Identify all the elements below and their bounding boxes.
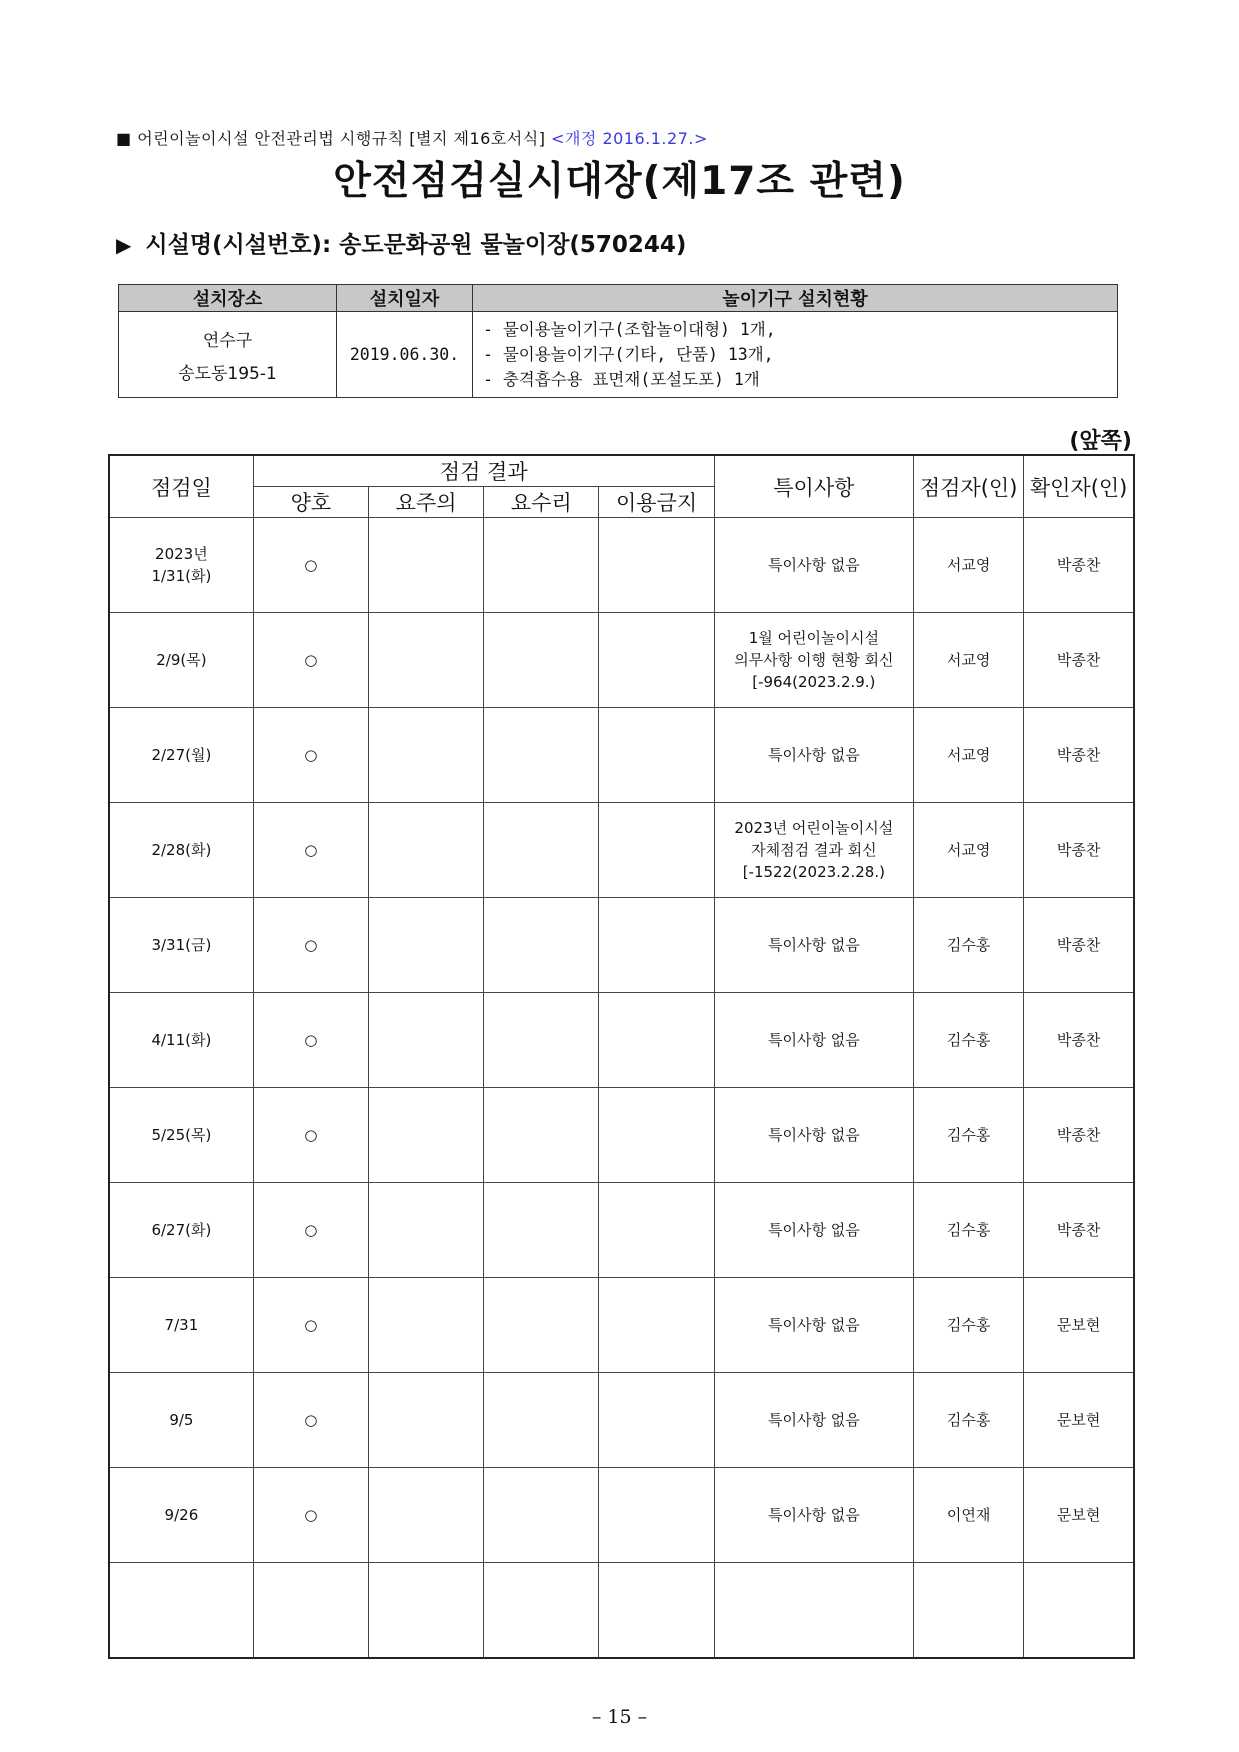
note-line: 특이사항 없음	[767, 1126, 860, 1144]
banned-mark	[599, 613, 714, 708]
banned-header: 이용금지	[599, 487, 714, 518]
note-line: 특이사항 없음	[767, 746, 860, 764]
confirmer-name: 문보현	[1024, 1278, 1134, 1373]
caution-mark	[369, 803, 484, 898]
table-row	[109, 1563, 1134, 1659]
inspector-header: 점검자(인)	[914, 455, 1024, 518]
notes-cell	[714, 803, 913, 898]
note-line: 특이사항 없음	[767, 1031, 860, 1049]
repair-mark	[484, 898, 599, 993]
inspection-date	[109, 1278, 253, 1373]
banned-mark	[599, 708, 714, 803]
good-mark: ○	[253, 1278, 368, 1373]
note-line: [-964(2023.2.9.)	[752, 673, 876, 691]
banned-mark	[599, 1183, 714, 1278]
repair-mark	[484, 518, 599, 613]
caution-mark	[369, 1278, 484, 1373]
confirmer-name: 박종찬	[1024, 613, 1134, 708]
inspector-name: 서교영	[914, 613, 1024, 708]
date-line: 2023년	[155, 545, 208, 563]
date-line: 9/26	[164, 1506, 199, 1524]
equipment-status-header: 놀이기구 설치현황	[473, 285, 1118, 312]
equipment-item: - 물이용놀이기구(조합놀이대형) 1개,	[483, 320, 776, 339]
date-line: 9/5	[169, 1411, 194, 1429]
note-line: 자체점검 결과 회신	[751, 841, 877, 859]
inspection-date	[109, 993, 253, 1088]
install-date-header: 설치일자	[337, 285, 473, 312]
inspection-date	[109, 1183, 253, 1278]
inspection-table	[108, 454, 1135, 1659]
banned-mark	[599, 1088, 714, 1183]
page-number: – 15 –	[591, 1706, 648, 1728]
inspector-name: 서교영	[914, 803, 1024, 898]
caution-mark	[369, 898, 484, 993]
banned-mark	[599, 1278, 714, 1373]
table-row	[109, 898, 1134, 993]
notes-cell	[714, 613, 913, 708]
note-line: 1월 어린이놀이시설	[748, 629, 879, 647]
inspection-date	[109, 1088, 253, 1183]
note-line: [-1522(2023.2.28.)	[742, 863, 885, 881]
date-line: 2/27(월)	[151, 746, 212, 764]
notes-cell	[714, 993, 913, 1088]
note-line: 특이사항 없음	[767, 556, 860, 574]
repair-header: 요수리	[484, 487, 599, 518]
inspector-name	[914, 1563, 1024, 1659]
date-line: 1/31(화)	[151, 567, 212, 585]
good-mark: ○	[253, 1373, 368, 1468]
notes-cell	[714, 1563, 913, 1659]
banned-mark	[599, 1468, 714, 1563]
table-row	[109, 518, 1134, 613]
notes-cell	[714, 708, 913, 803]
caution-mark	[369, 993, 484, 1088]
location-line: 연수구	[202, 330, 253, 351]
banned-mark	[599, 898, 714, 993]
good-mark: ○	[253, 993, 368, 1088]
note-line: 특이사항 없음	[767, 1506, 860, 1524]
caution-mark	[369, 1183, 484, 1278]
notes-cell	[714, 1088, 913, 1183]
confirmer-name: 박종찬	[1024, 708, 1134, 803]
document-title: 안전점검실시대장(제17조 관련)	[333, 159, 906, 204]
confirmer-header: 확인자(인)	[1024, 455, 1134, 518]
inspection-date	[109, 1373, 253, 1468]
good-header: 양호	[253, 487, 368, 518]
confirmer-name: 박종찬	[1024, 518, 1134, 613]
caution-mark	[369, 518, 484, 613]
confirmer-name: 문보현	[1024, 1468, 1134, 1563]
good-mark: ○	[253, 708, 368, 803]
good-mark: ○	[253, 1468, 368, 1563]
repair-mark	[484, 1563, 599, 1659]
equipment-list	[473, 312, 1118, 398]
notes-header: 특이사항	[714, 455, 913, 518]
caution-mark	[369, 1373, 484, 1468]
good-mark: ○	[253, 1088, 368, 1183]
inspection-date	[109, 803, 253, 898]
inspector-name: 이연재	[914, 1468, 1024, 1563]
inspection-date	[109, 613, 253, 708]
note-line: 특이사항 없음	[767, 1411, 860, 1429]
banned-mark	[599, 1563, 714, 1659]
repair-mark	[484, 1183, 599, 1278]
caution-mark	[369, 1563, 484, 1659]
date-line: 2/9(목)	[156, 651, 207, 669]
date-line: 7/31	[164, 1316, 199, 1334]
caution-header: 요주의	[369, 487, 484, 518]
location-line: 송도동195-1	[178, 363, 277, 384]
date-line: 2/28(화)	[151, 841, 212, 859]
good-mark: ○	[253, 803, 368, 898]
note-line: 특이사항 없음	[767, 1221, 860, 1239]
caution-mark	[369, 708, 484, 803]
triangle-marker-icon: ▶	[116, 233, 132, 257]
date-line: 4/11(화)	[151, 1031, 212, 1049]
install-location	[119, 312, 337, 398]
inspector-name: 김수홍	[914, 1183, 1024, 1278]
notes-cell	[714, 518, 913, 613]
repair-mark	[484, 993, 599, 1088]
inspection-date	[109, 898, 253, 993]
notes-cell	[714, 1278, 913, 1373]
banned-mark	[599, 1373, 714, 1468]
confirmer-name: 박종찬	[1024, 898, 1134, 993]
equipment-item: - 물이용놀이기구(기타, 단품) 13개,	[483, 345, 774, 364]
install-location-header: 설치장소	[119, 285, 337, 312]
date-line: 6/27(화)	[151, 1221, 212, 1239]
equipment-item: - 충격흡수용 표면재(포설도포) 1개	[483, 370, 760, 389]
confirmer-name: 박종찬	[1024, 993, 1134, 1088]
revision-note: <개정 2016.1.27.>	[551, 129, 708, 148]
inspector-name: 김수홍	[914, 1373, 1024, 1468]
confirmer-name	[1024, 1563, 1134, 1659]
inspector-name: 서교영	[914, 708, 1024, 803]
inspection-date	[109, 708, 253, 803]
inspection-date	[109, 1563, 253, 1659]
good-mark: ○	[253, 898, 368, 993]
table-row	[109, 803, 1134, 898]
inspector-name: 김수홍	[914, 898, 1024, 993]
note-line: 특이사항 없음	[767, 936, 860, 954]
table-row	[109, 993, 1134, 1088]
facility-text: 시설명(시설번호): 송도문화공원 물놀이장(570244)	[145, 232, 687, 258]
facility-name	[116, 226, 686, 259]
result-header: 점검 결과	[253, 455, 714, 487]
form-reference	[116, 126, 708, 149]
confirmer-name: 박종찬	[1024, 803, 1134, 898]
notes-cell	[714, 1183, 913, 1278]
good-mark: ○	[253, 613, 368, 708]
inspection-date	[109, 1468, 253, 1563]
install-date: 2019.06.30.	[337, 312, 473, 398]
banned-mark	[599, 518, 714, 613]
note-line: 의무사항 이행 현황 회신	[734, 651, 894, 669]
table-row	[109, 1468, 1134, 1563]
law-reference: 어린이놀이시설 안전관리법 시행규칙 [별지 제16호서식]	[137, 129, 546, 148]
notes-cell	[714, 1468, 913, 1563]
date-header: 점검일	[109, 455, 253, 518]
repair-mark	[484, 1278, 599, 1373]
table-row	[109, 1278, 1134, 1373]
date-line: 5/25(목)	[151, 1126, 212, 1144]
good-mark: ○	[253, 518, 368, 613]
repair-mark	[484, 1088, 599, 1183]
date-line: 3/31(금)	[151, 936, 212, 954]
table-row	[109, 1373, 1134, 1468]
front-side-label: (앞쪽)	[1069, 429, 1132, 454]
table-row	[109, 1088, 1134, 1183]
table-row	[109, 613, 1134, 708]
inspector-name: 서교영	[914, 518, 1024, 613]
confirmer-name: 박종찬	[1024, 1183, 1134, 1278]
repair-mark	[484, 803, 599, 898]
square-marker-icon: ■	[116, 129, 132, 148]
confirmer-name: 박종찬	[1024, 1088, 1134, 1183]
banned-mark	[599, 993, 714, 1088]
confirmer-name: 문보현	[1024, 1373, 1134, 1468]
good-mark	[253, 1563, 368, 1659]
inspector-name: 김수홍	[914, 1088, 1024, 1183]
repair-mark	[484, 708, 599, 803]
notes-cell	[714, 1373, 913, 1468]
repair-mark	[484, 613, 599, 708]
note-line: 2023년 어린이놀이시설	[734, 819, 894, 837]
caution-mark	[369, 613, 484, 708]
good-mark: ○	[253, 1183, 368, 1278]
installation-table	[118, 284, 1118, 398]
repair-mark	[484, 1468, 599, 1563]
banned-mark	[599, 803, 714, 898]
table-row	[109, 708, 1134, 803]
inspector-name: 김수홍	[914, 993, 1024, 1088]
table-row	[109, 1183, 1134, 1278]
inspector-name: 김수홍	[914, 1278, 1024, 1373]
note-line: 특이사항 없음	[767, 1316, 860, 1334]
caution-mark	[369, 1088, 484, 1183]
repair-mark	[484, 1373, 599, 1468]
caution-mark	[369, 1468, 484, 1563]
inspection-date	[109, 518, 253, 613]
notes-cell	[714, 898, 913, 993]
